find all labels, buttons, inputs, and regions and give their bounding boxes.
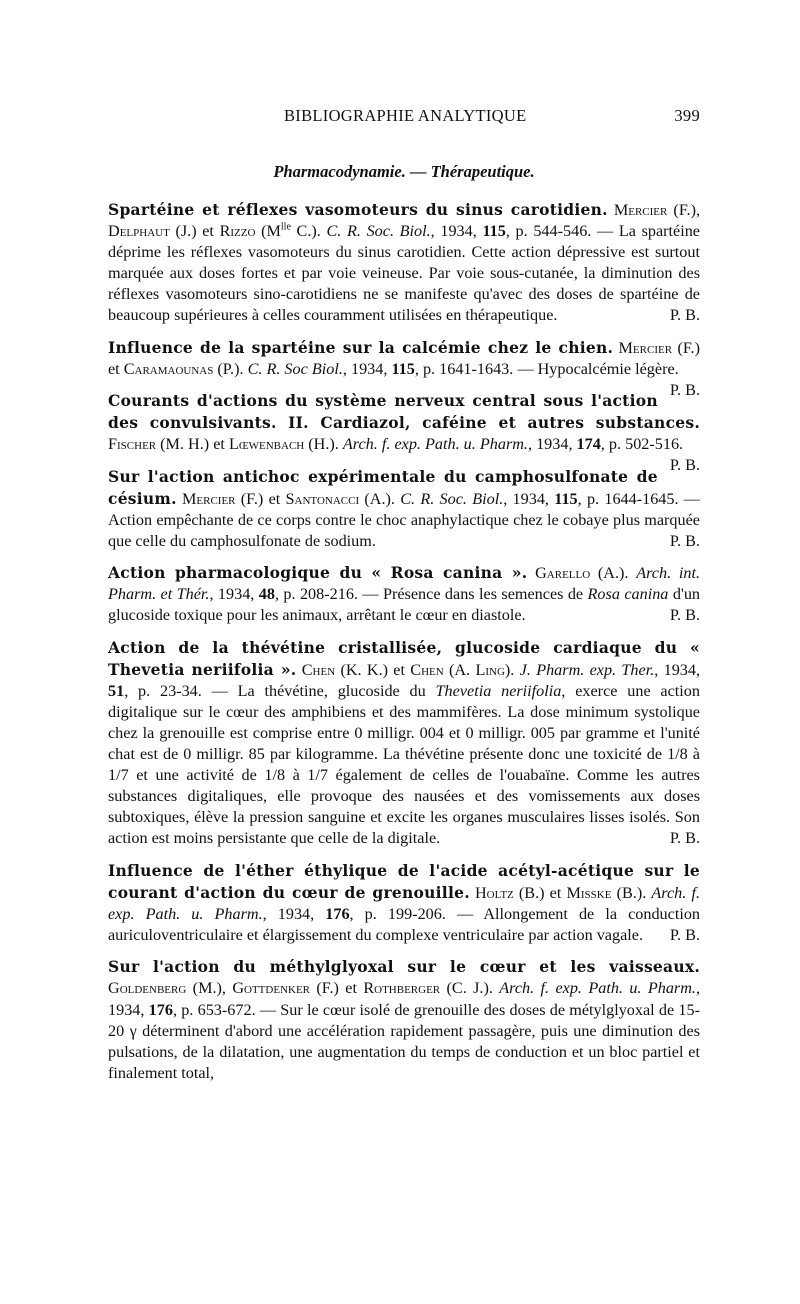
entry-journal: J. Pharm. exp. Ther. bbox=[519, 660, 655, 679]
entry-volume: 48 bbox=[258, 585, 275, 604]
entry-abstract: — La thévétine, glucoside du bbox=[201, 681, 436, 700]
page-number: 399 bbox=[674, 106, 700, 125]
entry-title: Sur l'action du méthylglyoxal sur le cœur et les vaisseaux. bbox=[108, 957, 700, 977]
bibliography-entry: Action de la thévétine cristallisée, glucoside cardiaque du « Thevetia neriifolia ». Chen (K. K.) et Chen (A. Ling). J. Pharm. exp. Ther., 1934, 51, p. 23-34. — La thévétine, glucoside du Thevetia neriifolia, exerce une action digitalique sur le cœur des amphibiens et des mammifères. La dose minimum systolique chez la grenouille est comprise entre 0 milligr. 004 et 0 milligr. 005 par gramme et l'unité chat est de 0 milligr. 85 par kilogramme. La thévétine présente donc une toxicité de 1/8 à 1/7 et une activité de 1/8 à 1/7 également de celles de l'ouabaïne. Comme les autres substances digitaliques, elle provoque des nausées et des vomissements aux doses subtoxiques, élève la pression sanguine et excite les organes musculaires lisses isolés. Son action est moins persistante que celle de la digitale. P. B. bbox=[108, 637, 700, 850]
entry-volume: 115 bbox=[391, 359, 415, 378]
entry-author: Santonacci bbox=[285, 489, 360, 508]
entry-title: Spartéine et réflexes vasomoteurs du sinus carotidien. bbox=[108, 200, 608, 219]
entry-title: Action de la thévétine cristallisée, glucoside cardiaque du « Thevetia neriifolia ». bbox=[108, 637, 700, 679]
entry-author: Fischer bbox=[108, 435, 157, 454]
entry-signature: P. B. bbox=[669, 606, 700, 625]
entry-volume: 176 bbox=[148, 1000, 173, 1019]
entry-author: Mercier bbox=[613, 201, 668, 219]
entry-volume: 115 bbox=[482, 222, 506, 241]
entry-species: Rosa canina bbox=[587, 585, 669, 604]
entry-author: Lœwenbach bbox=[228, 435, 305, 454]
entry-author: Ling bbox=[475, 660, 505, 679]
entry-journal: Arch. f. exp. Path. u. Pharm. bbox=[342, 435, 528, 454]
entry-author: Gottdenker bbox=[232, 979, 311, 998]
entry-volume: 51 bbox=[108, 681, 125, 700]
entry-title: Action pharmacologique du « Rosa canina ». bbox=[108, 563, 528, 583]
entry-abstract: , exerce une action digitalique sur le cœur des amphibiens et des mammifères. La dose minimum systolique chez la grenouille est comprise entre 0 milligr. 004 et 0 milligr. 005 par gramme et l'unité chat est de 0 milligr. 85 par kilogramme. La thévétine présente donc une toxicité de 1/8 à 1/7 et une activité de 1/8 à 1/7 également de celles de l'ouabaïne. Comme les autres substances digitaliques, elle provoque des nausées et des vomissements aux doses subtoxiques, élève la pression sanguine et excite les organes musculaires lisses isolés. Son action est moins persistante que celle de la digitale. bbox=[108, 681, 700, 848]
entry-volume: 174 bbox=[576, 435, 601, 454]
running-header bbox=[108, 106, 700, 128]
entry-author: Garello bbox=[535, 564, 591, 583]
entry-journal: C. R. Soc Biol. bbox=[247, 359, 343, 378]
entry-author: Caramaounas bbox=[123, 359, 214, 378]
article-body bbox=[108, 199, 700, 1094]
entry-author: Mercier bbox=[182, 489, 236, 508]
entry-abstract: — Hypocalcémie légère. bbox=[513, 359, 679, 378]
entry-signature: P. B. bbox=[669, 926, 700, 945]
entry-abstract: — Présence dans les semences de bbox=[357, 585, 588, 604]
entry-author: Rizzo bbox=[219, 222, 256, 241]
entry-abstract: — La spartéine déprime les réflexes vasomoteurs du sinus carotidien. Cette action dépressive est surtout marquée aux doses fortes et par voie veineuse. Par voie sous-cutanée, la diminution des réflexes vasomoteurs sino-carotidiens ne se manifeste qu'avec des doses de spartéine de beaucoup supérieures à celles couramment utilisées en thérapeutique. bbox=[108, 222, 700, 325]
entry-signature: P. B. bbox=[669, 456, 700, 475]
entry-author: Chen bbox=[301, 660, 336, 679]
entry-signature: P. B. bbox=[669, 531, 700, 550]
entry-abstract: — Action empêchante de ce corps contre le choc anaphylactique chez le cobaye plus marquée que celle du camphosulfonate de sodium. bbox=[108, 489, 700, 550]
entry-author: Mercier bbox=[618, 338, 673, 357]
entry-signature: P. B. bbox=[669, 829, 700, 848]
entry-signature: P. B. bbox=[669, 306, 700, 325]
bibliography-entry: Influence de l'éther éthylique de l'acide acétyl-acétique sur le courant d'action du cœur de grenouille. Holtz (B.) et Misske (B.). Arch. f. exp. Path. u. Pharm., 1934, 176, p. 199-206. — Allongement de la conduction auriculoventriculaire et élargissement du complexe ventriculaire par action vagale. P. B. bbox=[108, 860, 700, 946]
section-title: Pharmacodynamie. — Thérapeutique. bbox=[273, 162, 535, 181]
entry-author: Misske bbox=[566, 883, 612, 902]
bibliography-entry: Action pharmacologique du « Rosa canina ». Garello (A.). Arch. int. Pharm. et Thér., 1934, 48, p. 208-216. — Présence dans les semences de Rosa canina d'un glucoside toxique pour les animaux, arrêtant le cœur en diastole. P. B. bbox=[108, 562, 700, 626]
entry-journal: Arch. f. exp. Path. u. Pharm. bbox=[108, 883, 700, 923]
entry-author: Rothberger bbox=[363, 979, 441, 998]
entry-author: Chen bbox=[410, 660, 444, 679]
entry-author: Delphaut bbox=[108, 222, 170, 241]
entry-journal: Arch. int. Pharm. et Thér. bbox=[108, 564, 700, 604]
entry-journal: Arch. f. exp. Path. u. Pharm. bbox=[499, 979, 696, 998]
entry-species: Thevetia neriifolia bbox=[435, 681, 562, 700]
entry-abstract: d'un glucoside toxique pour les animaux, arrêtant le cœur en diastole. bbox=[108, 585, 701, 625]
bibliography-entry: Influence de la spartéine sur la calcémie chez le chien. Mercier (F.) et Caramaounas (P.). C. R. Soc Biol., 1934, 115, p. 1641-1643. — Hypocalcémie légère. P. B. bbox=[108, 337, 700, 380]
entry-volume: 176 bbox=[325, 904, 350, 923]
entry-journal: C. R. Soc. Biol. bbox=[400, 489, 504, 508]
entry-title: Courants d'actions du système nerveux central sous l'action des convulsivants. II. Cardiazol, caféine et autres substances. bbox=[108, 391, 700, 433]
entry-signature: P. B. bbox=[669, 380, 700, 399]
entry-abstract: — Allongement de la conduction auriculoventriculaire et élargissement du complexe ventriculaire par action vagale. bbox=[108, 904, 701, 945]
entry-volume: 115 bbox=[554, 489, 578, 508]
entry-author: Holtz bbox=[474, 883, 514, 902]
bibliography-entry: Spartéine et réflexes vasomoteurs du sinus carotidien. Mercier (F.), Delphaut (J.) et Rizzo ($M^{lle}$ C.). C. R. Soc. Biol., 1934, 115, p. 544-546. — La spartéine déprime les réflexes vasomoteurs du sinus carotidien. Cette action dépressive est surtout marquée aux doses fortes et par voie veineuse. Par voie sous-cutanée, la diminution des réflexes vasomoteurs sino-carotidiens ne se manifeste qu'avec des doses de spartéine de beaucoup supérieures à celles couramment utilisées en thérapeutique. P. B. bbox=[108, 199, 700, 327]
bibliography-entry: Sur l'action du méthylglyoxal sur le cœur et les vaisseaux. Goldenberg (M.), Gottdenker (F.) et Rothberger (C. J.). Arch. f. exp. Path. u. Pharm., 1934, 176, p. 653-672. — Sur le cœur isolé de grenouille des doses de métylglyoxal de 15-20 γ déterminent d'abord une accélération rapidement passagère, puis une diminution des pulsations, de la dilatation, une augmentation du temps de conduction et un bloc partiel et finalement total, bbox=[108, 957, 701, 1082]
entry-title: Sur l'action antichoc expérimentale du camphosulfonate de césium. bbox=[108, 466, 658, 508]
entry-author: Goldenberg bbox=[108, 979, 187, 998]
running-title: BIBLIOGRAPHIE ANALYTIQUE bbox=[284, 106, 527, 125]
entry-journal: C. R. Soc. Biol. bbox=[326, 222, 431, 241]
bibliography-entry: Courants d'actions du système nerveux central sous l'action des convulsivants. II. Cardiazol, caféine et autres substances. Fischer (M. H.) et Lœwenbach (H.). Arch. f. exp. Path. u. Pharm., 1934, 174, p. 502-516. P. B. bbox=[108, 390, 700, 455]
bibliography-entry: Sur l'action antichoc expérimentale du camphosulfonate de césium. Mercier (F.) et Santonacci (A.). C. R. Soc. Biol., 1934, 115, p. 1644-1645. — Action empêchante de ce corps contre le choc anaphylactique chez le cobaye plus marquée que celle du camphosulfonate de sodium. P. B. bbox=[108, 466, 700, 552]
entry-title: Influence de l'éther éthylique de l'acide acétyl-acétique sur le courant d'action du cœur de grenouille. bbox=[108, 860, 700, 902]
entry-title: Influence de la spartéine sur la calcémie chez le chien. bbox=[108, 337, 614, 357]
entry-abstract: — Sur le cœur isolé de grenouille des doses de métylglyoxal de 15-20 γ déterminent d'abord une accélération rapidement passagère, puis une diminution des pulsations, de la dilatation, une augmentation du temps de conduction et un bloc partiel et finalement total, bbox=[108, 1000, 701, 1082]
